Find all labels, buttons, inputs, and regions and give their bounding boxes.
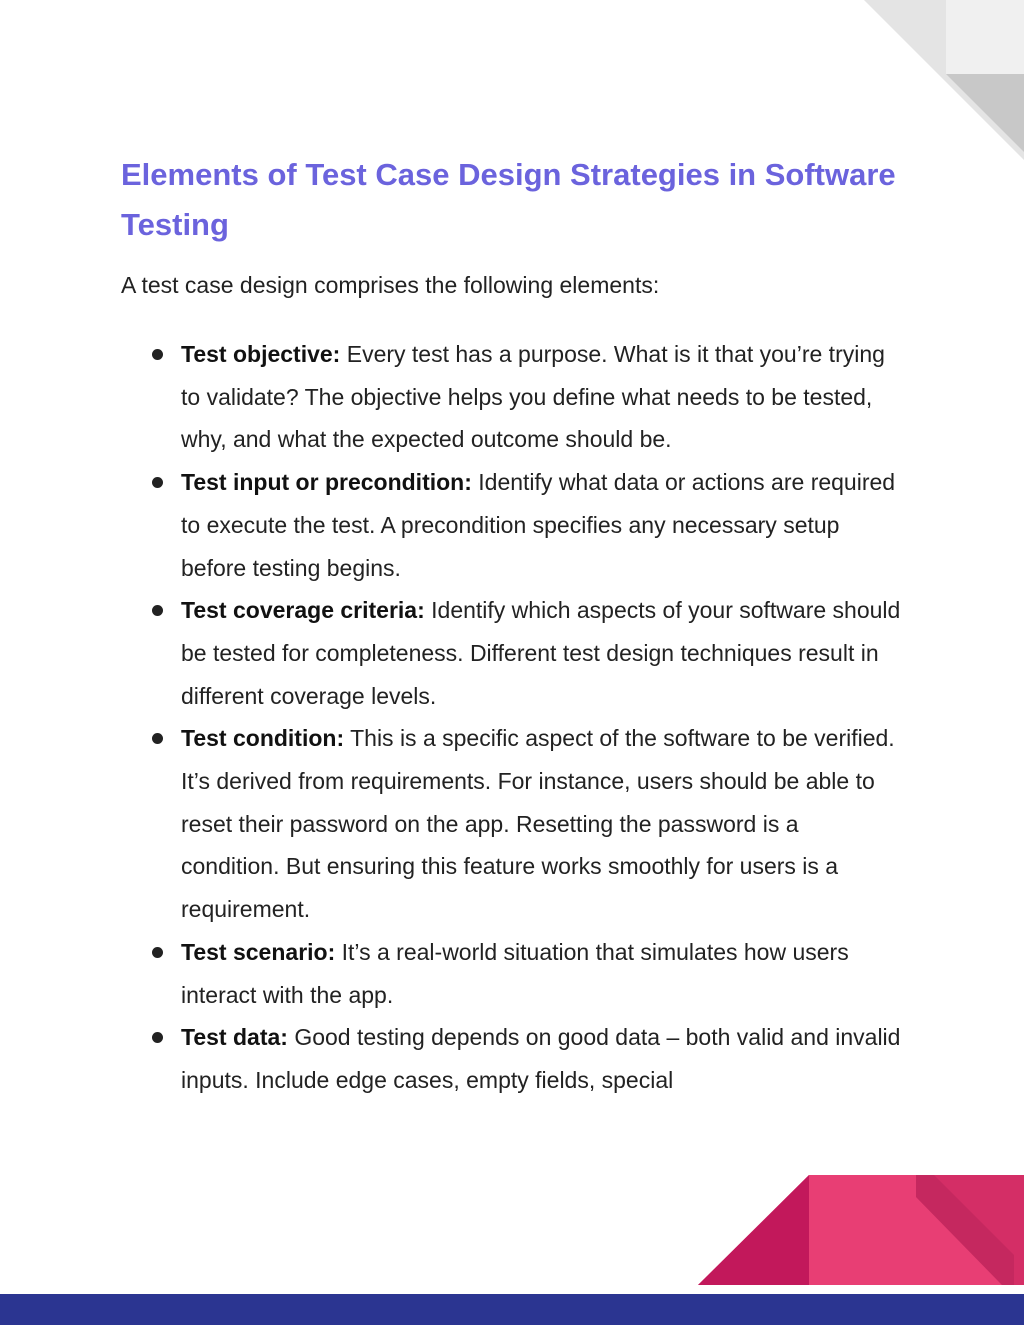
list-item bbox=[121, 717, 901, 931]
item-text: Identify which aspects of your software should be tested for completeness. Different test design techniques result in different coverage levels. bbox=[181, 597, 901, 709]
item-text: This is a specific aspect of the software to be verified. It’s derived from requirements. For instance, users should be able to reset their password on the app. Resetting the password is a condition. But ensuring this feature works smoothly for users is a requirement. bbox=[181, 725, 895, 923]
bullet-icon bbox=[152, 733, 163, 744]
item-text: Good testing depends on good data – both valid and invalid inputs. Include edge cases, empty fields, special bbox=[181, 1024, 901, 1093]
bottom-bar bbox=[0, 1294, 1024, 1325]
top-corner-decoration bbox=[864, 0, 1024, 160]
list-item bbox=[121, 333, 901, 461]
bullet-icon bbox=[152, 1032, 163, 1043]
list-item bbox=[121, 589, 901, 717]
list-item bbox=[121, 1016, 901, 1101]
list-item bbox=[121, 461, 901, 589]
item-text: It’s a real-world situation that simulates how users interact with the app. bbox=[181, 938, 849, 1008]
intro-paragraph: A test case design comprises the following elements: bbox=[121, 272, 660, 298]
bullet-icon bbox=[152, 349, 163, 360]
bullet-icon bbox=[152, 947, 163, 958]
item-term: Test data: bbox=[181, 1024, 288, 1051]
bullet-icon bbox=[152, 605, 163, 616]
item-term: Test condition: bbox=[181, 725, 345, 752]
element-list bbox=[121, 333, 901, 1102]
item-term: Test coverage criteria: bbox=[181, 597, 425, 624]
document-body bbox=[121, 150, 901, 1102]
page-title: Elements of Test Case Design Strategies in Software Testing bbox=[121, 157, 896, 242]
item-term: Test input or precondition: bbox=[181, 469, 472, 496]
bullet-icon bbox=[152, 477, 163, 488]
list-item bbox=[121, 931, 901, 1016]
item-text: Identify what data or actions are required to execute the test. A precondition specifies any necessary setup before testing begins. bbox=[181, 469, 896, 581]
item-text: Every test has a purpose. What is it that you’re trying to validate? The objective helps you define what needs to be tested, why, and what the expected outcome should be. bbox=[181, 341, 885, 453]
item-term: Test objective: bbox=[181, 341, 341, 367]
item-term: Test scenario: bbox=[181, 938, 336, 965]
